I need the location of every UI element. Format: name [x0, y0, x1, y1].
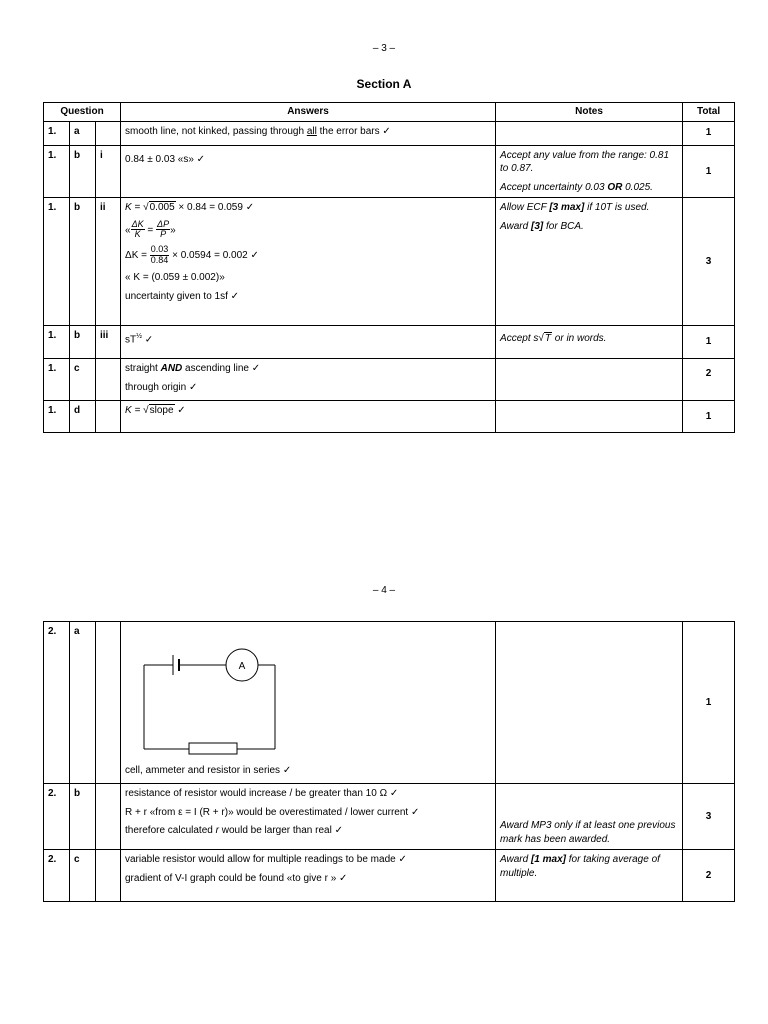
header-total: Total — [683, 103, 735, 122]
guillemet: « — [125, 224, 131, 236]
section-title: Section A — [356, 77, 412, 91]
total-cell: 2 — [683, 359, 735, 401]
note-text — [500, 220, 678, 234]
answer-bold: AND — [160, 363, 183, 374]
table-row — [44, 784, 735, 850]
question-number: 2. — [44, 622, 70, 784]
notes-cell — [496, 121, 683, 145]
answer-line — [125, 362, 491, 376]
notes-cell — [496, 622, 683, 784]
question-part: a — [70, 121, 96, 145]
notes-cell — [496, 784, 683, 850]
answer-text: the error bars ✓ — [316, 125, 391, 137]
sqrt-radicand: slope — [149, 405, 174, 416]
numerator: ΔK — [131, 218, 144, 229]
answer-emphasis: all — [306, 125, 317, 137]
note-fragment: for taking average of multiple. — [500, 854, 660, 879]
question-number: 1. — [44, 198, 70, 326]
guillemet: » — [170, 224, 176, 236]
answer-fragment: would be larger than real ✓ — [218, 825, 343, 836]
sqrt-radicand: 0.005 — [149, 202, 175, 213]
answer-line — [125, 824, 491, 838]
table-row — [44, 401, 735, 433]
denominator: 0.84 — [150, 255, 169, 266]
note-bold: OR — [607, 181, 623, 193]
question-subpart: iii — [96, 326, 121, 359]
answer-cell — [121, 359, 496, 401]
answer-line: through origin ✓ — [125, 381, 198, 393]
answer-line: variable resistor would allow for multiple readings to be made ✓ — [125, 854, 407, 865]
question-part: b — [70, 145, 96, 198]
variable-k: K — [125, 202, 132, 213]
answer-line: gradient of V-I graph could be found «to give r » ✓ — [125, 872, 348, 884]
question-part: b — [70, 326, 96, 359]
notes-cell — [496, 850, 683, 902]
question-number: 2. — [44, 850, 70, 902]
variable-r: r — [215, 825, 219, 836]
answer-text: smooth line, not kinked, passing through — [125, 125, 307, 137]
notes-cell — [496, 401, 683, 433]
note-text — [500, 181, 678, 195]
note-text: Accept any value from the range: 0.81 to 0.87. — [500, 149, 670, 174]
answer-fragment: ascending line ✓ — [182, 363, 261, 374]
question-number: 1. — [44, 326, 70, 359]
equals: = — [144, 224, 157, 236]
answer-line: « K = (0.059 ± 0.002)» — [125, 272, 225, 284]
note-fragment: if 10T is used. — [584, 202, 650, 213]
table-row — [44, 145, 735, 198]
question-subpart — [96, 784, 121, 850]
question-number: 1. — [44, 359, 70, 401]
question-subpart: i — [96, 145, 121, 198]
header-notes: Notes — [496, 103, 683, 122]
total-cell: 1 — [683, 145, 735, 198]
question-part: a — [70, 622, 96, 784]
page-number-4: – 4 – — [372, 585, 396, 596]
exponent: ½ — [136, 333, 142, 340]
question-part: b — [70, 784, 96, 850]
answer-fragment: straight — [125, 363, 161, 374]
answer-cell — [121, 198, 496, 326]
answer-cell — [121, 850, 496, 902]
table-header-row — [44, 103, 735, 122]
table-row — [44, 326, 735, 359]
question-subpart — [96, 121, 121, 145]
note-text — [500, 201, 678, 215]
total-cell: 1 — [683, 401, 735, 433]
answer-unit: sT — [125, 334, 137, 346]
answer-line: resistance of resistor would increase / be greater than 10 Ω ✓ — [125, 788, 399, 799]
question-subpart — [96, 622, 121, 784]
answer-fragment: K = — [125, 405, 144, 416]
question-part: c — [70, 359, 96, 401]
note-fragment: Allow ECF — [500, 202, 550, 213]
note-fragment: or in words. — [552, 333, 607, 344]
fraction — [156, 220, 170, 241]
markscheme-table-question-2 — [43, 621, 735, 902]
page-number-3: – 3 – — [372, 43, 396, 54]
answer-line — [125, 332, 491, 347]
notes-cell — [496, 198, 683, 326]
markscheme-table-section-a — [43, 102, 735, 433]
fraction — [150, 245, 170, 266]
answer-line: R + r «from ε = I (R + r)» would be overestimated / lower current ✓ — [125, 806, 420, 818]
table-row — [44, 850, 735, 902]
note-bold: [1 max] — [530, 854, 566, 865]
question-subpart — [96, 359, 121, 401]
note-text: Award MP3 only if at least one previous mark has been awarded. — [500, 820, 676, 845]
header-question: Question — [44, 103, 121, 122]
answer-cell — [121, 784, 496, 850]
sqrt-radicand: T — [544, 333, 551, 344]
answer-line — [125, 245, 491, 266]
total-cell: 3 — [683, 198, 735, 326]
total-cell: 1 — [683, 121, 735, 145]
note-fragment: for BCA. — [543, 220, 584, 232]
note-bold: [3 max] — [549, 202, 585, 213]
denominator: K — [134, 229, 141, 240]
table-row — [44, 121, 735, 145]
answer-fragment: × 0.0594 = 0.002 ✓ — [169, 250, 259, 262]
answer-cell — [121, 145, 496, 198]
answer-line: cell, ammeter and resistor in series ✓ — [125, 764, 292, 776]
header-answers: Answers — [121, 103, 496, 122]
answer-cell — [121, 121, 496, 145]
resistor-symbol — [189, 743, 237, 754]
question-number: 1. — [44, 121, 70, 145]
denominator: P — [160, 229, 167, 240]
answer-fragment: × 0.84 = 0.059 ✓ — [175, 202, 255, 213]
note-bold: [3] — [530, 220, 544, 232]
numerator: ΔP — [157, 218, 170, 229]
answer-cell — [121, 401, 496, 433]
table-row — [44, 359, 735, 401]
question-subpart — [96, 850, 121, 902]
question-part: b — [70, 198, 96, 326]
note-fragment: Accept uncertainty 0.03 — [500, 181, 608, 193]
tick: ✓ — [174, 405, 186, 416]
answer-fragment: ΔK = — [125, 250, 150, 262]
total-cell: 3 — [683, 784, 735, 850]
tick: ✓ — [141, 334, 154, 346]
total-cell: 2 — [683, 850, 735, 902]
question-number: 1. — [44, 401, 70, 433]
answer-text: 0.84 ± 0.03 «s» ✓ — [125, 153, 206, 165]
equals: = — [131, 202, 144, 213]
answer-cell — [121, 326, 496, 359]
answer-cell — [121, 622, 496, 784]
question-part: c — [70, 850, 96, 902]
answer-line: K = √slope ✓ — [125, 405, 186, 416]
question-subpart: ii — [96, 198, 121, 326]
circuit-diagram — [139, 631, 299, 756]
question-number: 2. — [44, 784, 70, 850]
ammeter-label: A — [238, 661, 246, 672]
note-text: Accept s√T or in words. — [500, 333, 607, 344]
answer-line: K = √0.005 × 0.84 = 0.059 ✓ — [125, 202, 255, 213]
note-fragment: Award — [500, 220, 531, 232]
answer-line — [125, 220, 491, 241]
notes-cell — [496, 359, 683, 401]
notes-cell — [496, 326, 683, 359]
notes-cell — [496, 145, 683, 198]
note-fragment: Accept s — [500, 333, 539, 344]
table-row — [44, 198, 735, 326]
question-subpart — [96, 401, 121, 433]
question-part: d — [70, 401, 96, 433]
answer-fragment: therefore calculated — [125, 825, 216, 836]
question-number: 1. — [44, 145, 70, 198]
note-fragment: 0.025. — [622, 181, 653, 193]
answer-line: uncertainty given to 1sf ✓ — [125, 290, 240, 302]
total-cell: 1 — [683, 326, 735, 359]
fraction — [131, 220, 145, 241]
total-cell: 1 — [683, 622, 735, 784]
table-row — [44, 622, 735, 784]
note-fragment: Award — [500, 854, 531, 865]
note-text — [500, 853, 678, 880]
numerator: 0.03 — [150, 244, 169, 255]
